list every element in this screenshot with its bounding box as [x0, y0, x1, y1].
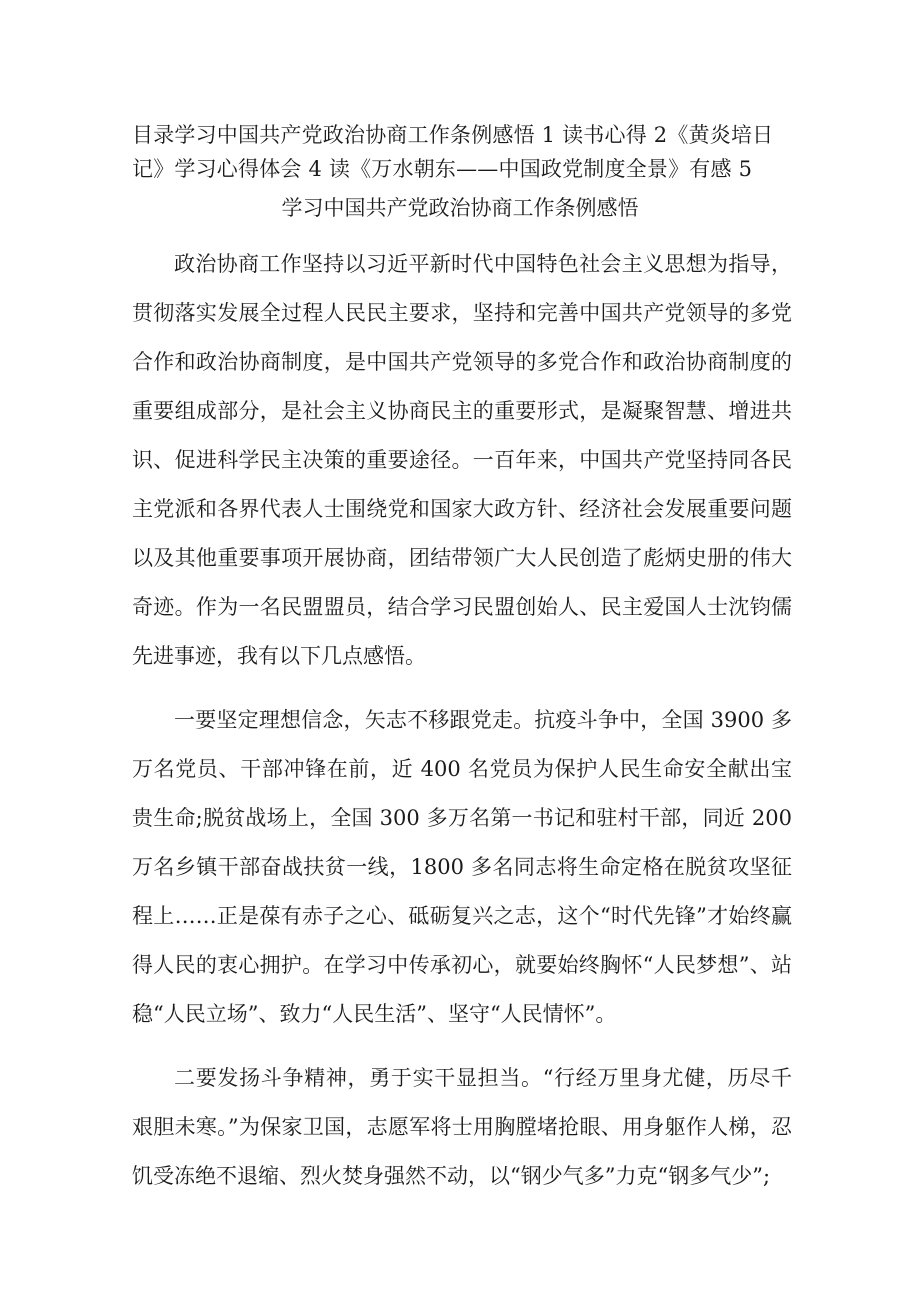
paragraph-3: 二要发扬斗争精神，勇于实干显担当。“行经万里身尤健，历尽千艰胆未寒。”为保家卫国，志愿军将士用胸膛堵抢眼、用身躯作人梯，忍饥受冻绝不退缩、烈火焚身强然不动，以“钢少气多”力克“钢多气少”; [132, 1066, 792, 1188]
paragraph-1: 政治协商工作坚持以习近平新时代中国特色社会主义思想为指导，贯彻落实发展全过程人民民主要求，坚持和完善中国共产党领导的多党合作和政治协商制度，是中国共产党领导的多党合作和政治协商制度的重要组成部分，是社会主义协商民主的重要形式，是凝聚智慧、增进共识、促进科学民主决策的重要途径。一百年来，中国共产党坚持同各民主党派和各界代表人士围绕党和国家大政方针、经济社会发展重要问题以及其他重要事项开展协商，团结带领广大人民创造了彪炳史册的伟大奇迹。作为一名民盟盟员，结合学习民盟创始人、民主爱国人士沈钧儒先进事迹，我有以下几点感悟。 [132, 252, 792, 668]
article-title: 学习中国共产党政治协商工作条例感悟 [281, 196, 639, 220]
article-body [132, 240, 792, 1216]
paragraph-2: 一要坚定理想信念，矢志不移跟党走。抗疫斗争中，全国 3900 多万名党员、干部冲锋在前，近 400 名党员为保护人民生命安全献出宝贵生命;脱贫战场上，全国 300 多万名第一书记和驻村干部，同近 200 万名乡镇干部奋战扶贫一线，1800 多名同志将生命定格在脱贫攻坚征程上……正是葆有赤子之心、砥砺复兴之志，这个“时代先锋”才始终赢得人民的衷心拥护。在学习中传承初心，就要始终胸怀“人民梦想”、站稳“人民立场”、致力“人民生活”、坚守“人民情怀”。 [132, 708, 792, 1026]
table-of-contents: 目录学习中国共产党政治协商工作条例感悟 1 读书心得 2《黄炎培日记》学习心得体会 4 读《万水朝东——中国政党制度全景》有感 5 [132, 123, 774, 181]
